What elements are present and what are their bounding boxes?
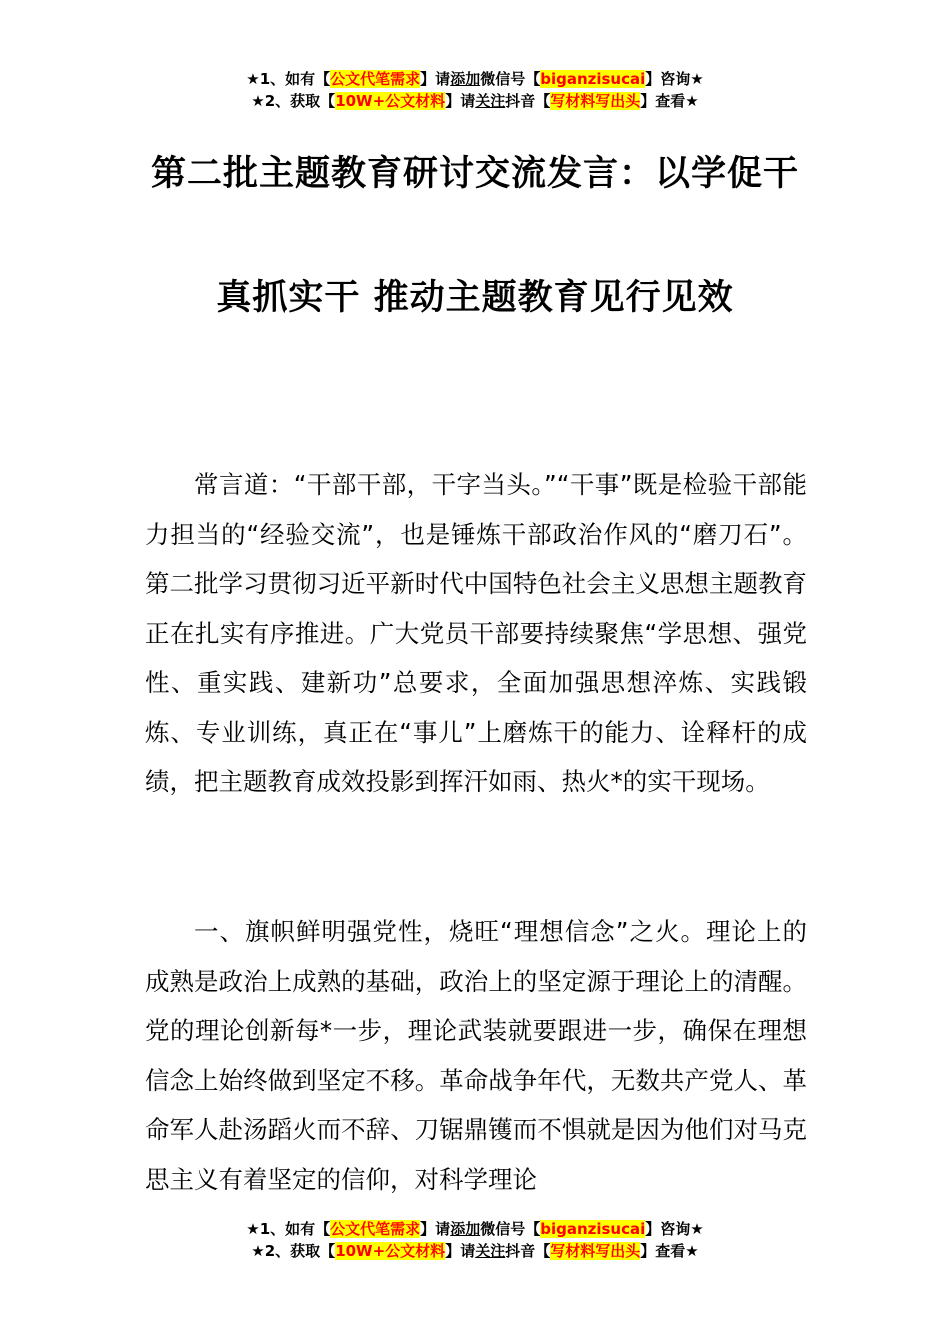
banner-text: ★1、如有【 bbox=[246, 1220, 331, 1238]
highlight-douyin-account: 写材料写出头 bbox=[550, 1242, 641, 1260]
underlined-text: 添加 bbox=[450, 70, 481, 88]
underlined-text: 关注 bbox=[475, 92, 506, 110]
footer-banner bbox=[0, 1218, 950, 1262]
banner-text: ★1、如有【 bbox=[246, 70, 331, 88]
banner-text: 微信号【 bbox=[480, 70, 541, 88]
banner-text: 】请 bbox=[445, 92, 476, 110]
banner-line-1 bbox=[0, 68, 950, 90]
highlight-wechat-id: biganzisucai bbox=[540, 70, 646, 88]
underlined-text: 添加 bbox=[450, 1220, 481, 1238]
banner-text: 】请 bbox=[420, 1220, 451, 1238]
banner-line-2 bbox=[0, 1240, 950, 1262]
header-banner bbox=[0, 68, 950, 112]
underlined-text: 关注 bbox=[475, 1242, 506, 1260]
banner-text: 抖音【 bbox=[505, 1242, 551, 1260]
banner-text: ★2、获取【 bbox=[251, 92, 336, 110]
document-title-line-1: 第二批主题教育研讨交流发言：以学促干 bbox=[150, 154, 799, 194]
body-paragraph-2: 一、旗帜鲜明强党性，烧旺“理想信念”之火。理论上的成熟是政治上成熟的基础，政治上的坚定源于理论上的清醒。党的理论创新每*一步，理论武装就要跟进一步，确保在理想信念上始终做到坚定不移。革命战争年代，无数共产党人、革命军人赴汤蹈火而不辞、刀锯鼎镬而不惧就是因为他们对马克思主义有着坚定的信仰，对科学理论 bbox=[145, 917, 807, 1194]
highlight-douyin-account: 写材料写出头 bbox=[550, 92, 641, 110]
banner-text: 】查看★ bbox=[640, 92, 699, 110]
highlight-materials: 10W+公文材料 bbox=[335, 1242, 446, 1260]
banner-text: 】请 bbox=[420, 70, 451, 88]
banner-text: 】咨询★ bbox=[645, 1220, 704, 1238]
banner-text: 抖音【 bbox=[505, 92, 551, 110]
highlight-materials: 10W+公文材料 bbox=[335, 92, 446, 110]
banner-text: 】咨询★ bbox=[645, 70, 704, 88]
document-title-line-2: 真抓实干 推动主题教育见行见效 bbox=[216, 278, 734, 318]
highlight-service: 公文代笔需求 bbox=[330, 1220, 421, 1238]
banner-line-2 bbox=[0, 90, 950, 112]
banner-line-1 bbox=[0, 1218, 950, 1240]
highlight-service: 公文代笔需求 bbox=[330, 70, 421, 88]
body-paragraph-1: 常言道：“干部干部，干字当头。”“干事”既是检验干部能力担当的“经验交流”，也是锤炼干部政治作风的“磨刀石”。第二批学习贯彻习近平新时代中国特色社会主义思想主题教育正在扎实有序推进。广大党员干部要持续聚焦“学思想、强党性、重实践、建新功”总要求，全面加强思想淬炼、实践锻炼、专业训练，真正在“事儿”上磨炼干的能力、诠释杆的成绩，把主题教育成效投影到挥汗如雨、热火*的实干现场。 bbox=[145, 470, 807, 796]
banner-text: 】查看★ bbox=[640, 1242, 699, 1260]
highlight-wechat-id: biganzisucai bbox=[540, 1220, 646, 1238]
banner-text: 微信号【 bbox=[480, 1220, 541, 1238]
banner-text: 】请 bbox=[445, 1242, 476, 1260]
banner-text: ★2、获取【 bbox=[251, 1242, 336, 1260]
